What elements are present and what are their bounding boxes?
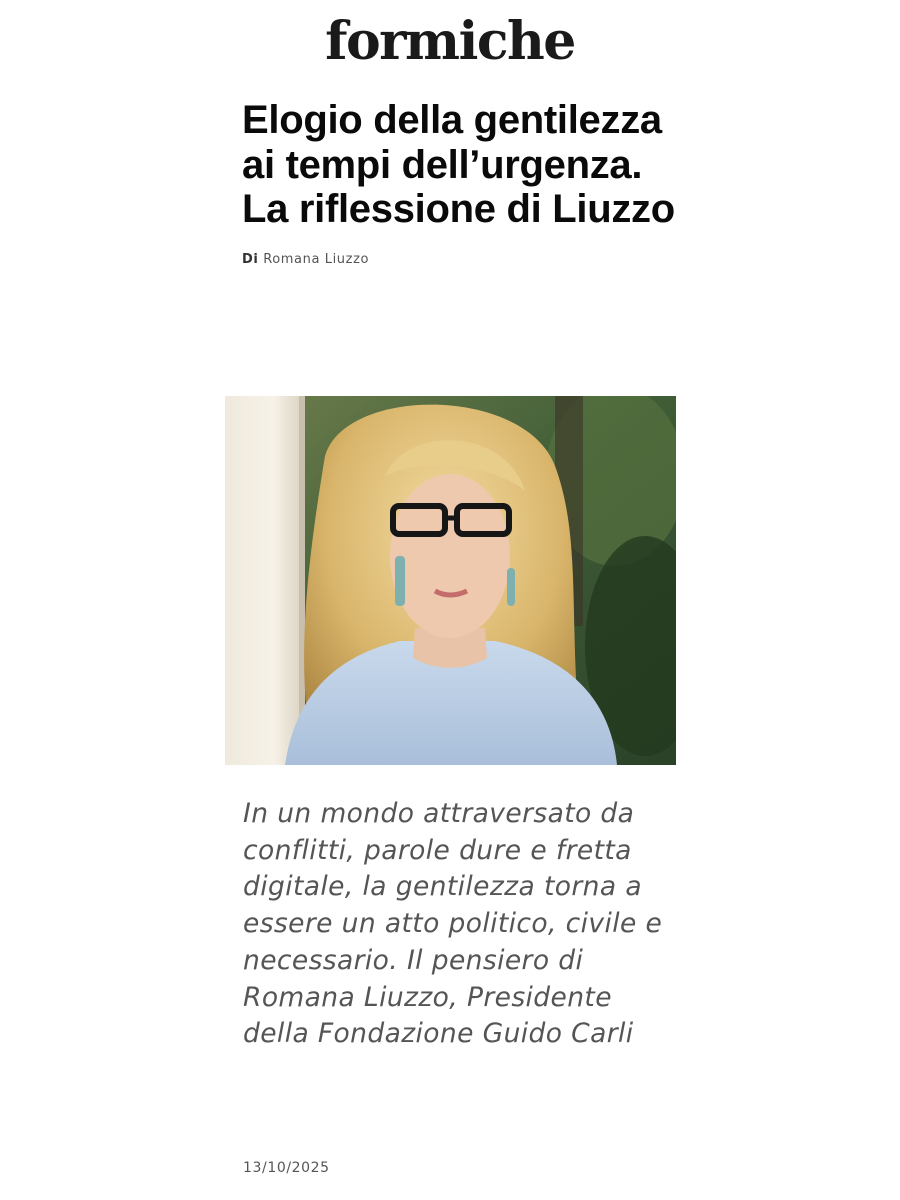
article-lead: In un mondo attraversato da conflitti, parole dure e fretta digitale, la gentilezza torna a essere un atto politico, civile e necessario. Il pensiero di Romana Liuzzo, Presidente della Fondazione Guido Carli: [243, 798, 663, 1050]
article-hero-image: [225, 396, 676, 765]
author-link[interactable]: Romana Liuzzo: [263, 251, 370, 267]
portrait-photo-icon: [225, 396, 676, 765]
byline: [242, 252, 682, 267]
byline-prefix: Di: [242, 251, 259, 267]
article-header: [242, 98, 682, 267]
site-logo[interactable]: formiche: [325, 11, 575, 72]
publish-date: 13/10/2025: [243, 1160, 330, 1176]
site-header: [0, 10, 900, 74]
article-headline: Elogio della gentilezza ai tempi dell’urgenza. La riflessione di Liuzzo: [242, 98, 675, 231]
